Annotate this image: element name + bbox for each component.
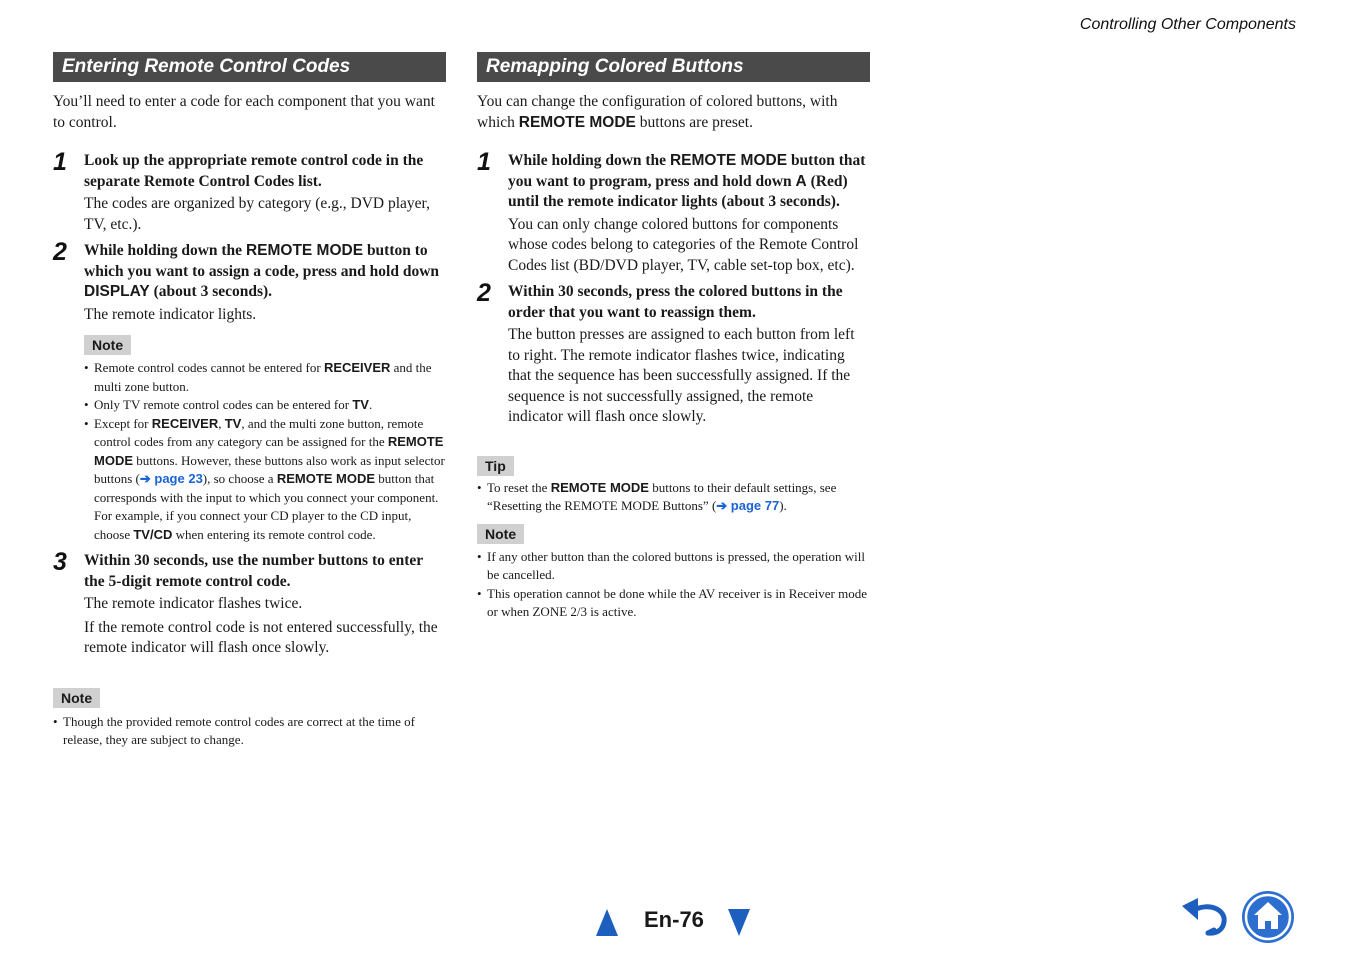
note-label: Note <box>84 335 131 355</box>
running-header: Controlling Other Components <box>1079 16 1296 33</box>
step-2 <box>53 238 446 544</box>
note-item: • If any other button than the colored buttons is pressed, the operation will be cancelled. <box>477 548 870 585</box>
page-number: En-76 <box>644 907 704 932</box>
step-number: 1 <box>477 148 491 176</box>
step-number: 3 <box>53 548 67 576</box>
step-number: 1 <box>53 148 67 176</box>
home-icon[interactable] <box>1241 890 1295 944</box>
page-23-link[interactable]: ➔ page 23 <box>139 471 203 486</box>
triangle-up-icon[interactable] <box>596 909 618 936</box>
note-list <box>477 548 870 622</box>
triangle-down-icon[interactable] <box>728 909 750 936</box>
key-name: DISPLAY <box>84 283 150 300</box>
step-body: If the remote control code is not entered successfully, the remote indicator will flash once slowly. <box>84 618 438 656</box>
step-number: 2 <box>477 279 491 307</box>
step-1 <box>477 148 870 276</box>
note-item: • Except for RECEIVER, TV, and the multi zone button, remote control codes from any category can be assigned for the REMOTE MODE buttons. However, these buttons also work as input selector buttons (➔ page 23), so choose a REMOTE MODE button that corresponds with the input to which you connect your component. For example, if you connect your CD player to the CD input, choose TV/CD when entering its remote control code. <box>84 415 446 545</box>
step-heading: While holding down the REMOTE MODE button to which you want to assign a code, press and hold down DISPLAY (about 3 seconds). <box>84 242 440 300</box>
note-list <box>53 713 446 750</box>
step-body: You can only change colored buttons for components whose codes belong to categories of the Remote Control Codes list (BD/DVD player, TV, cable set-top box, etc). <box>508 215 859 274</box>
step-body: The codes are organized by category (e.g., DVD player, TV, etc.). <box>84 195 430 233</box>
right-column <box>477 52 870 622</box>
back-arrow-icon[interactable] <box>1180 896 1228 938</box>
tip-item: • To reset the REMOTE MODE buttons to their default settings, see “Resetting the REMOTE MODE Buttons” (➔ page 77). <box>477 479 870 516</box>
step-body: The button presses are assigned to each button from left to right. The remote indicator flashes twice, indicating that the sequence has been successfully assigned. If the sequence is not successfully assigned, the remote indicator will flash once slowly. <box>508 326 855 425</box>
step-2 <box>477 279 870 428</box>
note-item: • Though the provided remote control codes are correct at the time of release, they are subject to change. <box>53 713 446 750</box>
step-heading: While holding down the REMOTE MODE button that you want to program, press and hold down A (Red) until the remote indicator lights (about 3 seconds). <box>508 152 866 210</box>
note-label: Note <box>53 688 100 708</box>
intro-text: You’ll need to enter a code for each component that you want to control. <box>53 93 435 131</box>
intro-text: You can change the configuration of colored buttons, with which REMOTE MODE buttons are preset. <box>477 93 838 131</box>
note-label: Note <box>477 524 524 544</box>
step-number: 2 <box>53 238 67 266</box>
step-heading: Look up the appropriate remote control code in the separate Remote Control Codes list. <box>84 152 424 190</box>
tip-list <box>477 479 870 516</box>
step-body: The remote indicator lights. <box>84 305 257 323</box>
note-item: • This operation cannot be done while the AV receiver is in Receiver mode or when ZONE 2/3 is active. <box>477 585 870 622</box>
step-heading: Within 30 seconds, use the number buttons to enter the 5-digit remote control code. <box>84 552 423 590</box>
step-1 <box>53 148 446 235</box>
step-body: The remote indicator flashes twice. <box>84 595 303 612</box>
step-heading: Within 30 seconds, press the colored buttons in the order that you want to reassign them. <box>508 283 843 321</box>
note-item: • Remote control codes cannot be entered for RECEIVER and the multi zone button. <box>84 359 446 396</box>
key-name: REMOTE MODE <box>245 242 364 259</box>
page-navigation <box>596 902 750 938</box>
section-title-entering-codes: Entering Remote Control Codes <box>53 52 446 82</box>
note-item: • Only TV remote control codes can be entered for TV. <box>84 396 446 415</box>
tip-label: Tip <box>477 456 514 476</box>
page-77-link[interactable]: ➔ page 77 <box>716 498 780 513</box>
section-title-remapping: Remapping Colored Buttons <box>477 52 870 82</box>
step-3 <box>53 548 446 659</box>
note-list <box>84 359 446 544</box>
left-column <box>53 52 446 750</box>
